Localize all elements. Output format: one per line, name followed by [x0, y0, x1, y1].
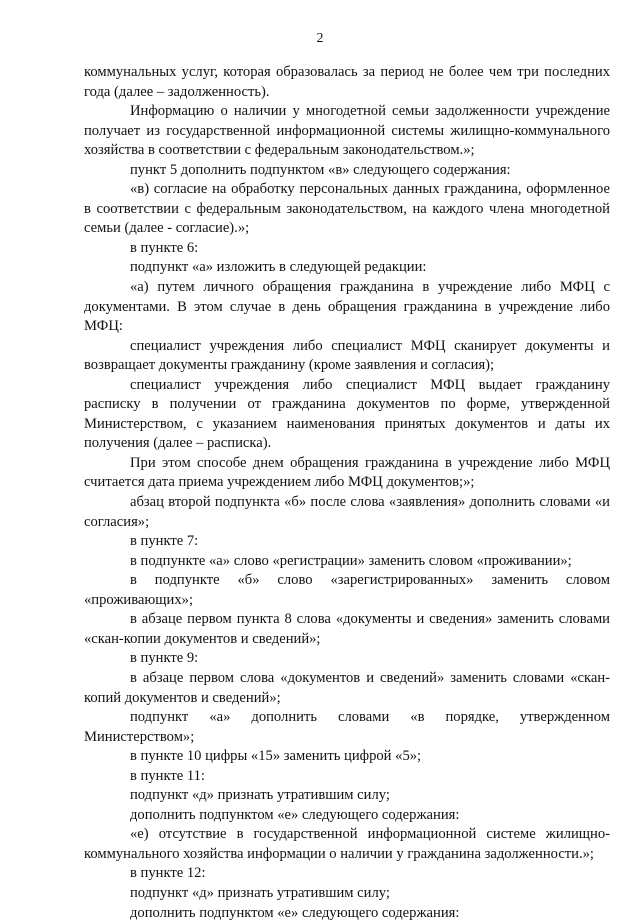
paragraph: в абзаце первом пункта 8 слова «документы и сведения» заменить словами «скан-копии документов и сведений»; — [84, 611, 610, 647]
paragraph: подпункт «д» признать утратившим силу; — [130, 787, 390, 804]
paragraph: в пункте 10 цифры «15» заменить цифрой «5»; — [130, 748, 422, 765]
paragraph: в пункте 11: — [130, 767, 205, 784]
paragraph: коммунальных услуг, которая образовалась за период не более чем три последних года (далее – задолженность). — [84, 64, 610, 100]
paragraph: абзац второй подпункта «б» после слова «заявления» дополнить словами «и согласия»; — [84, 494, 610, 530]
paragraph: в подпункте «б» слово «зарегистрированных» заменить словом «проживающих»; — [84, 572, 610, 608]
paragraph: «е) отсутствие в государственной информационной системе жилищно-коммунального хозяйства информации о наличии у гражданина задолженности.»; — [84, 826, 610, 862]
paragraph: дополнить подпунктом «е» следующего содержания: — [130, 806, 460, 823]
paragraph: в подпункте «а» слово «регистрации» заменить словом «проживании»; — [130, 552, 572, 569]
paragraph: «а) путем личного обращения гражданина в учреждение либо МФЦ с документами. В этом случае в день обращения гражданина в учреждение либо МФЦ: — [84, 279, 610, 335]
paragraph: «в) согласие на обработку персональных данных гражданина, оформленное в соответствии с федеральным законодательством, на каждого члена многодетной семьи (далее - согласие).»; — [84, 181, 610, 237]
paragraph: в пункте 12: — [130, 865, 206, 882]
document-body — [84, 63, 610, 923]
paragraph: специалист учреждения либо специалист МФЦ сканирует документы и возвращает документы гражданину (кроме заявления и согласия); — [84, 337, 610, 374]
paragraph: в пункте 7: — [130, 533, 199, 550]
paragraph: пункт 5 дополнить подпунктом «в» следующего содержания: — [130, 161, 511, 178]
paragraph: в пункте 9: — [130, 650, 199, 667]
paragraph: в абзаце первом слова «документов и сведений» заменить словами «скан-копий документов и сведений»; — [84, 669, 610, 706]
paragraph: При этом способе днем обращения гражданина в учреждение либо МФЦ считается дата приема учреждением либо МФЦ документов;»; — [84, 454, 610, 491]
paragraph: подпункт «д» признать утратившим силу; — [130, 884, 390, 901]
paragraph: подпункт «а» дополнить словами «в порядке, утвержденном Министерством»; — [84, 709, 610, 745]
paragraph: Информацию о наличии у многодетной семьи задолженности учреждение получает из государственной информационной системы жилищно-коммунального хозяйства в соответствии с федеральным законодательством.»; — [84, 103, 610, 159]
page-number: 2 — [316, 31, 324, 46]
paragraph: в пункте 6: — [130, 239, 199, 256]
paragraph: дополнить подпунктом «е» следующего содержания: — [130, 904, 460, 921]
paragraph: подпункт «а» изложить в следующей редакции: — [130, 259, 427, 276]
paragraph: специалист учреждения либо специалист МФЦ выдает гражданину расписку в получении от гражданина документов по форме, утвержденной Министерством, с указанием наименования принятых документов и даты их получения (далее – расписка). — [84, 376, 610, 452]
